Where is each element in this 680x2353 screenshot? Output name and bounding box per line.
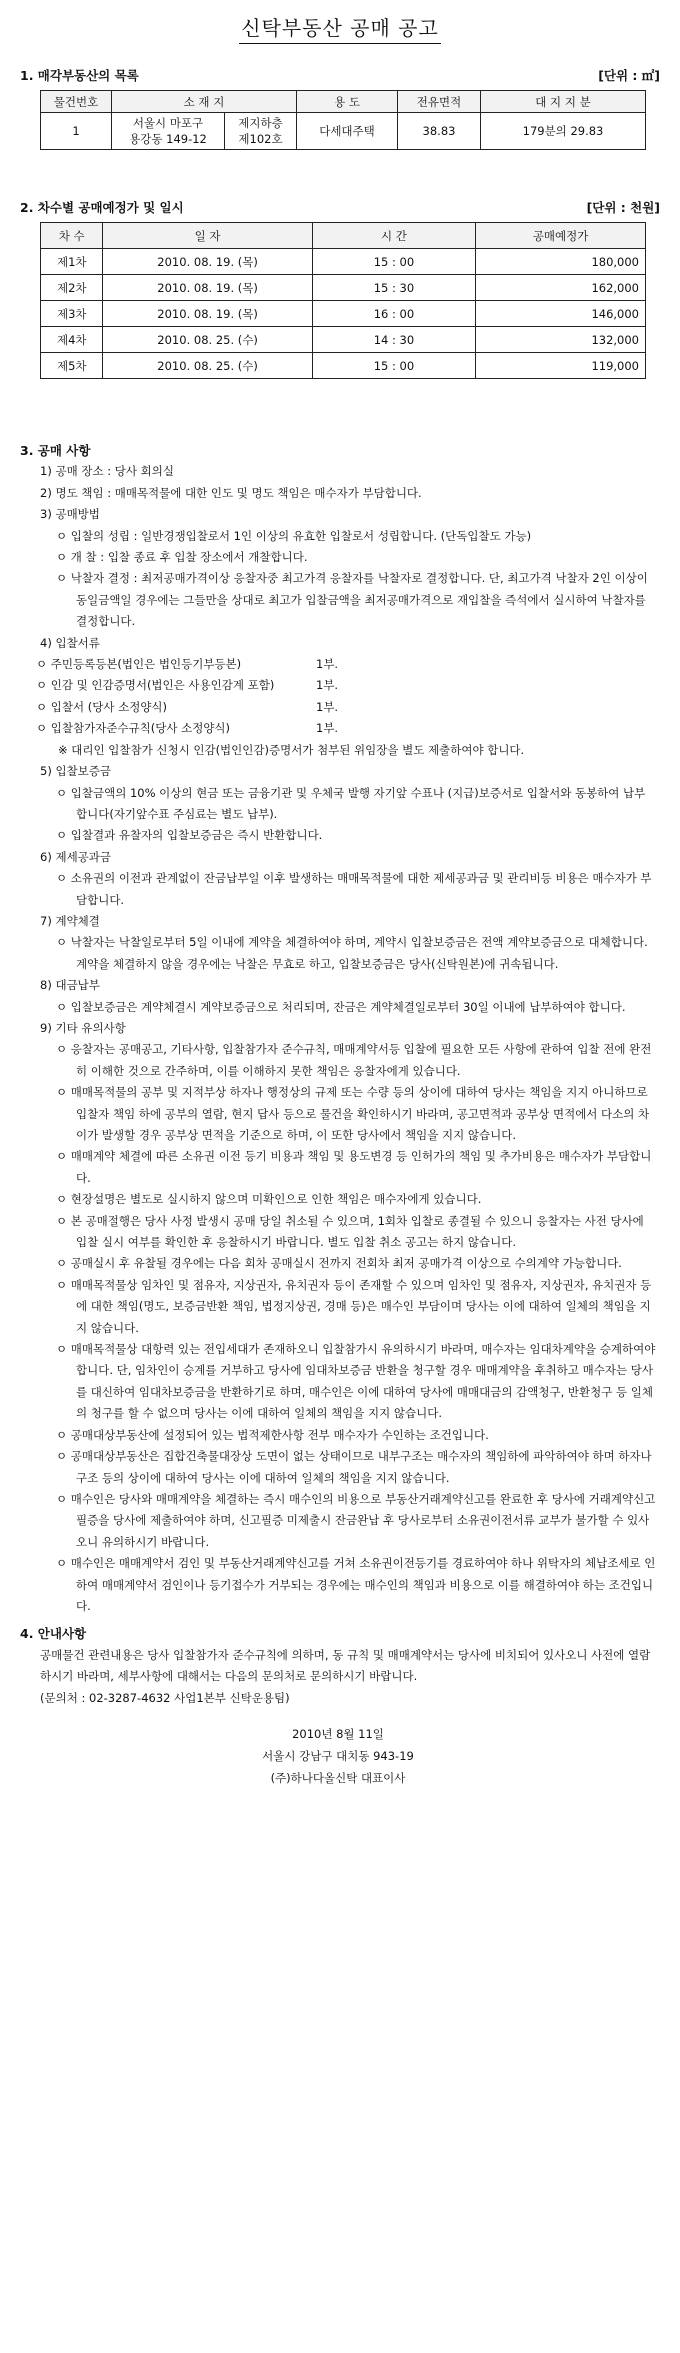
col-header: 전유면적 — [398, 91, 481, 113]
cell-use: 다세대주택 — [297, 113, 398, 150]
schedule-table — [40, 222, 646, 379]
list-item: ㅇ 본 공매절행은 당사 사정 발생시 공매 당일 취소될 수 있으며, 1회차 입찰로 종결될 수 있으니 응찰자는 사전 당사에 입찰 실시 여부를 확인한 후 응찰하시기 바랍니다. 별도 입찰 취소 공고는 하지 않습니다. — [56, 1213, 644, 1250]
list-item: ㅇ 입찰금액의 10% 이상의 현금 또는 금융기관 및 우체국 발행 자기앞 수표나 (지급)보증서로 입찰서와 동봉하여 납부합니다(자기앞수표 주심료는 별도 납부). — [56, 785, 646, 821]
list-item: ㅇ 공매실시 후 유찰될 경우에는 다음 회차 공매실시 전까지 전회차 최저 공매가격 이상으로 수의계약 가능합니다. — [56, 1256, 622, 1271]
list-item: ㅇ 소유권의 이전과 관계없이 잔금납부일 이후 발생하는 매매목적물에 대한 제세공과금 및 관리비등 비용은 매수자가 부담합니다. — [56, 871, 652, 907]
list-item: ㅇ 입찰참가자준수규칙(당사 소정양식) 1부. — [36, 721, 339, 736]
col-header: 용 도 — [297, 91, 398, 113]
footer-company: (주)하나다올신탁 대표이사 — [270, 1770, 406, 1785]
col-header: 소 재 지 — [112, 91, 297, 113]
item-other-notes: 9) 기타 유의사항 — [40, 1020, 126, 1035]
list-item: ㅇ 공매대상부동산은 집합건축물대장상 도면이 없는 상태이므로 내부구조는 매수자의 책임하에 파악하여야 하며 하자나 구조 등의 상이에 대하여 당사는 이에 대하여 일체의 책임을 지지 않습니다. — [56, 1449, 652, 1485]
table-row: 제5차 2010. 08. 25. (수) 15 : 00 119,000 — [41, 353, 646, 379]
section3-heading: 3. 공매 사항 — [20, 443, 91, 458]
table-row: 제1차 2010. 08. 19. (목) 15 : 00 180,000 — [41, 249, 646, 275]
list-item: ㅇ 입찰서 (당사 소정양식) 1부. — [36, 699, 339, 714]
list-item: ㅇ 인감 및 인감증명서(법인은 사용인감계 포함) 1부. — [36, 678, 339, 693]
page-title: 신탁부동산 공매 공고 — [0, 12, 680, 41]
guide-text: 공매물건 관련내용은 당사 입찰참가자 준수규칙에 의하며, 동 규칙 및 매매계약서는 당사에 비치되어 있사오니 사전에 열람하시기 바라며, 세부사항에 대해서는 다음의 문의처로 문의하시기 바랍니다. — [40, 1647, 651, 1684]
list-item: ㅇ 매매목적물상 대항력 있는 전입세대가 존재하오니 입찰참가시 유의하시기 바라며, 매수자는 임대차계약을 승계하여야 합니다. 단, 임차인이 승계를 거부하고 당사에 임대차보증금 반환을 청구할 경우 매매계약을 후취하고 매수자는 당사를 대신하여 임대차보증금을 반환하기로 하며, 매수인은 이에 대하여 당사에 매매대금의 감액청구, 반환청구 등 일체의 청구를 할 수 없으며 당사는 이에 대하여 일체의 책임을 지지 않습니다. — [56, 1342, 656, 1421]
item-taxes: 6) 제세공과금 — [40, 849, 112, 864]
footer-date: 2010년 8월 11일 — [292, 1726, 384, 1741]
list-item: ㅇ 개 찰 : 입찰 종료 후 입찰 장소에서 개찰합니다. — [56, 550, 308, 565]
item-contract: 7) 계약체결 — [40, 913, 100, 928]
list-item: ㅇ 응찰자는 공매공고, 기타사항, 입찰참가자 준수규칙, 매매계약서등 입찰에 필요한 모든 사항에 관하여 입찰 전에 완전히 이해한 것으로 간주하며, 이를 이해하지 못한 책임은 응찰자에게 있습니다. — [56, 1042, 652, 1078]
list-item: ㅇ 매매계약 체결에 따른 소유권 이전 등기 비용과 책임 및 용도변경 등 인허가의 책임 및 추가비용은 매수자가 부담합니다. — [56, 1149, 652, 1185]
list-item: ㅇ 입찰결과 유찰자의 입찰보증금은 즉시 반환합니다. — [56, 828, 323, 843]
item-deposit: 5) 입찰보증금 — [40, 764, 112, 779]
col-header: 공매예정가 — [476, 223, 646, 249]
list-item: ㅇ 매매목적물의 공부 및 지적부상 하자나 행정상의 규제 또는 수량 등의 상이에 대하여 당사는 책임을 지지 아니하므로 입찰자 책임 하에 공부의 열람, 현지 답사 등으로 물건을 확인하시기 바라며, 공고면적과 공부상 면적에서 다소의 차이가 발생할 경우 공부상 면적을 기준으로 하며, 이 또한 당사에서 책임을 지지 않습니다. — [56, 1085, 650, 1142]
proxy-note: ※ 대리인 입찰참가 신청시 인감(법인인감)증명서가 첨부된 위임장을 별도 제출하여야 합니다. — [58, 742, 525, 757]
table-row: 제2차 2010. 08. 19. (목) 15 : 30 162,000 — [41, 275, 646, 301]
col-header: 시 간 — [312, 223, 475, 249]
item-place: 1) 공매 장소 : 당사 회의실 — [40, 464, 174, 479]
table-row — [41, 113, 646, 150]
list-item: ㅇ 낙찰자 결정 : 최저공매가격이상 응찰자중 최고가격 응찰자를 낙찰자로 결정합니다. 단, 최고가격 낙찰자 2인 이상이 동일금액일 경우에는 그들만을 상대로 최고가 입찰금액을 최저공매가격으로 재입찰을 즉석에서 실시하여 낙찰자를 결정합니다. — [56, 571, 648, 629]
list-item: ㅇ 낙찰자는 낙찰일로부터 5일 이내에 계약을 체결하여야 하며, 계약시 입찰보증금은 전액 계약보증금으로 대체합니다. 계약을 체결하지 않을 경우에는 낙찰은 무효로 하고, 입찰보증금은 당사(신탁원본)에 귀속됩니다. — [56, 935, 648, 971]
col-header: 차 수 — [41, 223, 103, 249]
item-eviction: 2) 명도 책임 : 매매목적물에 대한 인도 및 명도 책임은 매수자가 부담합니다. — [40, 485, 422, 500]
col-header: 대 지 지 분 — [481, 91, 646, 113]
list-item: ㅇ 공매대상부동산에 설정되어 있는 법적제한사항 전부 매수자가 수인하는 조건입니다. — [56, 1427, 489, 1442]
item-method: 3) 공매방법 — [40, 507, 100, 522]
section1-heading: 1. 매각부동산의 목록 [단위 : ㎡] — [20, 68, 660, 83]
cell-floor: 제지하층 제102호 — [225, 113, 297, 150]
list-item: ㅇ 현장설명은 별도로 실시하지 않으며 미확인으로 인한 책임은 매수자에게 있습니다. — [56, 1192, 482, 1207]
footer-address: 서울시 강남구 대치동 943-19 — [262, 1748, 414, 1763]
list-item: ㅇ 매수인은 매매계약서 검인 및 부동산거래계약신고를 거쳐 소유권이전등기를 경료하여야 하나 위탁자의 체납조세로 인하여 매매계약서 검인이나 등기접수가 거부되는 경우에는 매수인의 책임과 비용으로 이를 해결하여야 하는 조건입니다. — [56, 1556, 656, 1613]
property-table — [40, 90, 646, 150]
table-row: 제4차 2010. 08. 25. (수) 14 : 30 132,000 — [41, 327, 646, 353]
section4 — [20, 1623, 656, 1709]
cell-land: 179분의 29.83 — [481, 113, 646, 150]
table-header-row — [41, 91, 646, 113]
list-item: ㅇ 입찰보증금은 계약체결시 계약보증금으로 처리되며, 잔금은 계약체결일로부터 30일 이내에 납부하여야 합니다. — [56, 999, 626, 1014]
col-header: 물건번호 — [41, 91, 112, 113]
contact-info: (문의처 : 02-3287-4632 사업1본부 신탁운용팀) — [40, 1690, 290, 1705]
cell-address: 서울시 마포구 용강동 149-12 — [112, 113, 225, 150]
section1-unit: [단위 : ㎡] — [598, 68, 660, 83]
list-item: ㅇ 매매목적물상 임차인 및 점유자, 지상권자, 유치권자 등이 존재할 수 있으며 임차인 및 점유자, 지상권자, 유치권자 등에 대한 책임(명도, 보증금반환 책임, 법정지상권, 경매 등)은 매수인 부담이며 당사는 이에 대하여 일체의 책임을 지지 않습니다. — [56, 1277, 652, 1335]
section2-heading: 2. 차수별 공매예정가 및 일시 [단위 : 천원] — [20, 200, 660, 215]
table-row: 제3차 2010. 08. 19. (목) 16 : 00 146,000 — [41, 301, 646, 327]
section4-heading: 4. 안내사항 — [20, 1626, 87, 1642]
footer — [20, 1723, 656, 1789]
item-documents: 4) 입찰서류 — [40, 635, 100, 650]
list-item: ㅇ 매수인은 당사와 매매계약을 체결하는 즉시 매수인의 비용으로 부동산거래계약신고를 완료한 후 당사에 거래계약신고필증을 당사에 제출하여야 하며, 신고필증 미제출시 잔금완납 후 당사로부터 소유권이전서류 교부가 불가할 수 있사오니 유의하시기 바랍니다. — [56, 1491, 656, 1549]
cell-no: 1 — [41, 113, 112, 150]
table-header-row — [41, 223, 646, 249]
item-payment: 8) 대금납부 — [40, 978, 100, 993]
list-item: ㅇ 주민등록등본(법인은 법인등기부등본) 1부. — [36, 657, 339, 672]
col-header: 일 자 — [103, 223, 312, 249]
list-item: ㅇ 입찰의 성립 : 일반경쟁입찰로서 1인 이상의 유효한 입찰로서 성립합니다. (단독입찰도 가능) — [56, 528, 532, 543]
notice-body — [20, 440, 656, 1789]
section2-unit: [단위 : 천원] — [586, 200, 660, 215]
cell-area: 38.83 — [398, 113, 481, 150]
